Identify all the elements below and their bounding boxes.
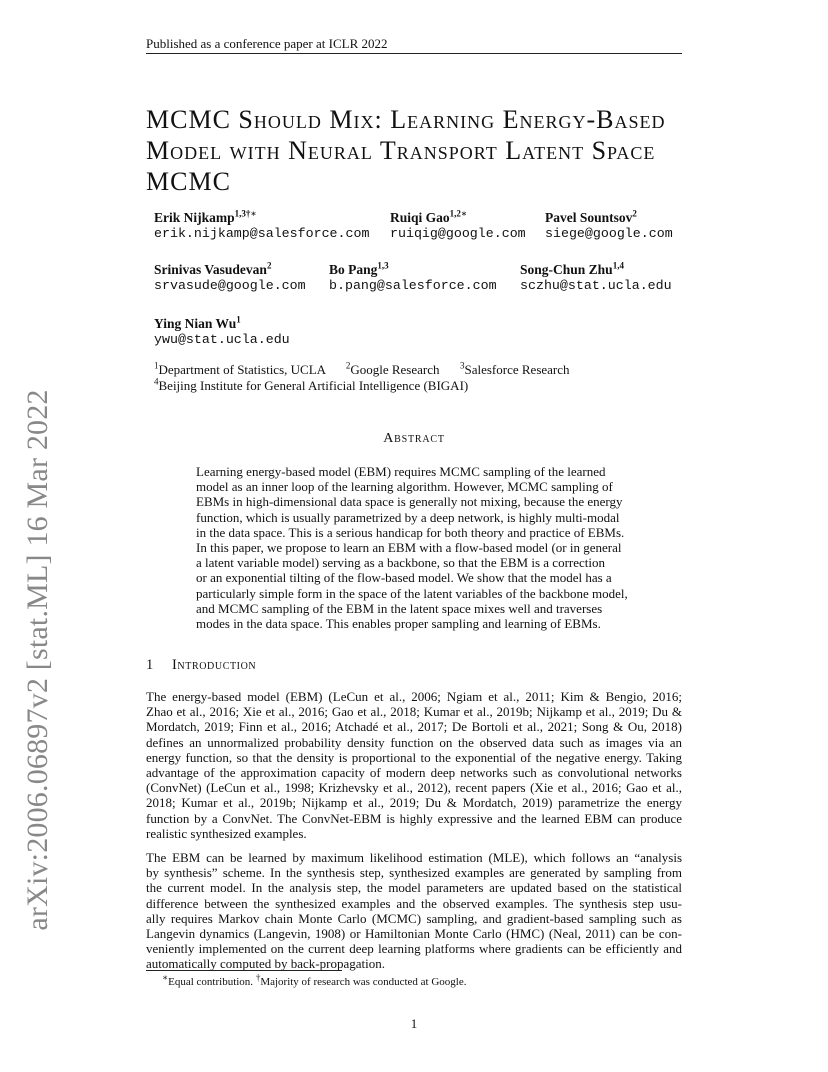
abstract-line: EBMs in high-dimensional data space is generally not mixing, because the energy bbox=[196, 494, 623, 510]
affil-marker: 1 bbox=[154, 360, 159, 371]
author-block bbox=[545, 210, 673, 241]
section-number: 1 bbox=[146, 657, 154, 673]
affiliation: Department of Statistics, UCLA bbox=[158, 362, 326, 377]
title-line: Model with Neural Transport Latent Space bbox=[146, 136, 656, 165]
abstract-line: particularly simple form in the space of the latent variables of the backbone model, bbox=[196, 585, 628, 601]
header-rule bbox=[146, 53, 682, 54]
intro-paragraph bbox=[146, 689, 682, 841]
author-affil-marker: 1,3 bbox=[377, 260, 389, 271]
abstract-line: function, which is usually parametrized by a deep network, is highly multi-modal bbox=[196, 509, 620, 525]
text-line: automatically computed by back-propagation. bbox=[146, 956, 385, 972]
author-name: Ruiqi Gao bbox=[390, 210, 450, 225]
footnote-text: Equal contribution. bbox=[168, 976, 254, 988]
section-heading bbox=[146, 657, 256, 674]
text-line: ally requires Markov chain Monte Carlo (MCMC) sampling, and gradient-based sampling such as bbox=[146, 910, 682, 926]
title-line: MCMC Should Mix: Learning Energy-Based bbox=[146, 105, 666, 134]
text-line: veniently implemented on the current deep learning platforms where gradients can be efficiently and bbox=[146, 941, 682, 957]
abstract-line: and MCMC sampling of the EBM in the latent space mixes well and traverses bbox=[196, 600, 603, 616]
paper-title bbox=[146, 104, 686, 197]
footnote-rule bbox=[146, 970, 342, 971]
abstract-line: modes in the data space. This enables proper sampling and learning of EBMs. bbox=[196, 616, 601, 632]
author-name: Srinivas Vasudevan bbox=[154, 262, 267, 277]
text-line: energy function, so that the density is proportional to the exponential of the negative energy. Taking bbox=[146, 749, 682, 765]
author-block bbox=[154, 210, 369, 241]
abstract-line: In this paper, we propose to learn an EBM with a flow-based model (or in general bbox=[196, 540, 622, 556]
footnote-marker: † bbox=[255, 972, 261, 983]
author-block bbox=[329, 262, 497, 293]
text-line: difference between the synthesized examples and the observed examples. The synthesis step usu- bbox=[146, 895, 682, 911]
abstract-heading: Abstract bbox=[383, 431, 445, 446]
text-line: function by a ConvNet. The ConvNet-EBM is highly expressive and the learned EBM can produce bbox=[146, 810, 682, 826]
author-email: b.pang@salesforce.com bbox=[329, 278, 497, 293]
section-title: Introduction bbox=[172, 657, 257, 673]
text-line: defines an unnormalized probability density function on the observed data such as images via an bbox=[146, 734, 682, 750]
abstract-line: model as an inner loop of the learning algorithm. However, MCMC sampling of bbox=[196, 479, 613, 495]
title-line: MCMC bbox=[146, 167, 231, 196]
footnote bbox=[162, 972, 467, 988]
footnote-text: Majority of research was conducted at Google. bbox=[260, 976, 467, 988]
abstract-line: in the data space. This is a serious handicap for both theory and practice of EBMs. bbox=[196, 524, 625, 540]
affil-marker: 3 bbox=[459, 360, 465, 371]
author-block bbox=[154, 262, 306, 293]
author-affil-marker: 1 bbox=[236, 314, 241, 325]
author-affil-marker: 2 bbox=[632, 208, 637, 219]
abstract-line: Learning energy-based model (EBM) requires MCMC sampling of the learned bbox=[196, 464, 606, 479]
abstract-line: a latent variable model) serving as a backbone, so that the EBM is a correction bbox=[196, 555, 605, 571]
abstract-body bbox=[196, 464, 636, 631]
author-block bbox=[390, 210, 526, 241]
text-line: The energy-based model (EBM) (LeCun et al., 2006; Ngiam et al., 2011; Kim & Bengio, 2016; bbox=[146, 689, 682, 704]
author-affil-marker: 2 bbox=[266, 260, 272, 271]
intro-paragraph bbox=[146, 850, 682, 972]
text-line: Mordatch, 2019; Finn et al., 2016; Atchadé et al., 2017; De Bortoli et al., 2021; Song & Ou, 2018) bbox=[146, 719, 682, 735]
arxiv-identifier: arXiv:2006.06897v2 [stat.ML] 16 Mar 2022 bbox=[21, 389, 54, 931]
affiliations-line bbox=[154, 362, 570, 378]
author-name: Erik Nijkamp bbox=[154, 210, 235, 225]
author-affil-marker: 1,4 bbox=[612, 260, 624, 271]
text-line: (ConvNet) (LeCun et al., 1998; Krizhevsky et al., 2012), recent papers (Xie et al., 2016; Gao et al., bbox=[146, 780, 682, 796]
text-line: advantage of the approximation capacity of modern deep networks such as convolutional networks bbox=[146, 764, 682, 780]
author-name: Ying Nian Wu bbox=[154, 316, 237, 331]
text-line: The EBM can be learned by maximum likelihood estimation (MLE), which follows an “analysis bbox=[146, 850, 682, 865]
author-affil-marker: 1,3†∗ bbox=[234, 208, 257, 219]
author-email: erik.nijkamp@salesforce.com bbox=[154, 226, 370, 241]
text-line: Langevin dynamics (Langevin, 1908) or Hamiltonian Monte Carlo (HMC) (Neal, 2011) can be con- bbox=[146, 925, 682, 941]
affiliation: Beijing Institute for General Artificial Intelligence (BIGAI) bbox=[158, 378, 469, 393]
author-name: Pavel Sountsov bbox=[545, 210, 633, 225]
author-email: srvasude@google.com bbox=[154, 278, 306, 293]
text-line: by synthesis” scheme. In the synthesis step, synthesized examples are generated by sampling from bbox=[146, 865, 682, 881]
page-number: 1 bbox=[410, 1016, 418, 1031]
author-block bbox=[154, 316, 290, 347]
author-block bbox=[520, 262, 672, 293]
text-line: Zhao et al., 2016; Xie et al., 2016; Gao et al., 2018; Kumar et al., 2019b; Nijkamp et al., 2019; Du & bbox=[146, 704, 682, 720]
text-line: realistic synthesized examples. bbox=[146, 825, 307, 841]
author-affil-marker: 1,2∗ bbox=[449, 208, 468, 219]
author-email: ywu@stat.ucla.edu bbox=[154, 332, 290, 347]
author-email: sczhu@stat.ucla.edu bbox=[520, 278, 672, 293]
footnote-marker: ∗ bbox=[162, 972, 169, 983]
running-header: Published as a conference paper at ICLR 2022 bbox=[146, 36, 388, 51]
text-line: the current model. In the analysis step, the model parameters are updated based on the statistical bbox=[146, 880, 682, 896]
affiliations-line bbox=[154, 378, 468, 394]
affiliation: Google Research bbox=[350, 362, 440, 377]
author-name: Song-Chun Zhu bbox=[520, 262, 613, 277]
abstract-line: or an exponential tilting of the flow-based model. We show that the model has a bbox=[196, 570, 612, 586]
author-email: ruiqig@google.com bbox=[390, 226, 526, 241]
affiliation: Salesforce Research bbox=[464, 362, 570, 377]
affil-marker: 4 bbox=[154, 376, 159, 387]
text-line: 2018; Kumar et al., 2019b; Nijkamp et al., 2019; Du & Mordatch, 2019) parametrize the energy bbox=[146, 795, 682, 811]
author-name: Bo Pang bbox=[329, 262, 378, 277]
affil-marker: 2 bbox=[345, 360, 351, 371]
author-email: siege@google.com bbox=[545, 226, 673, 241]
